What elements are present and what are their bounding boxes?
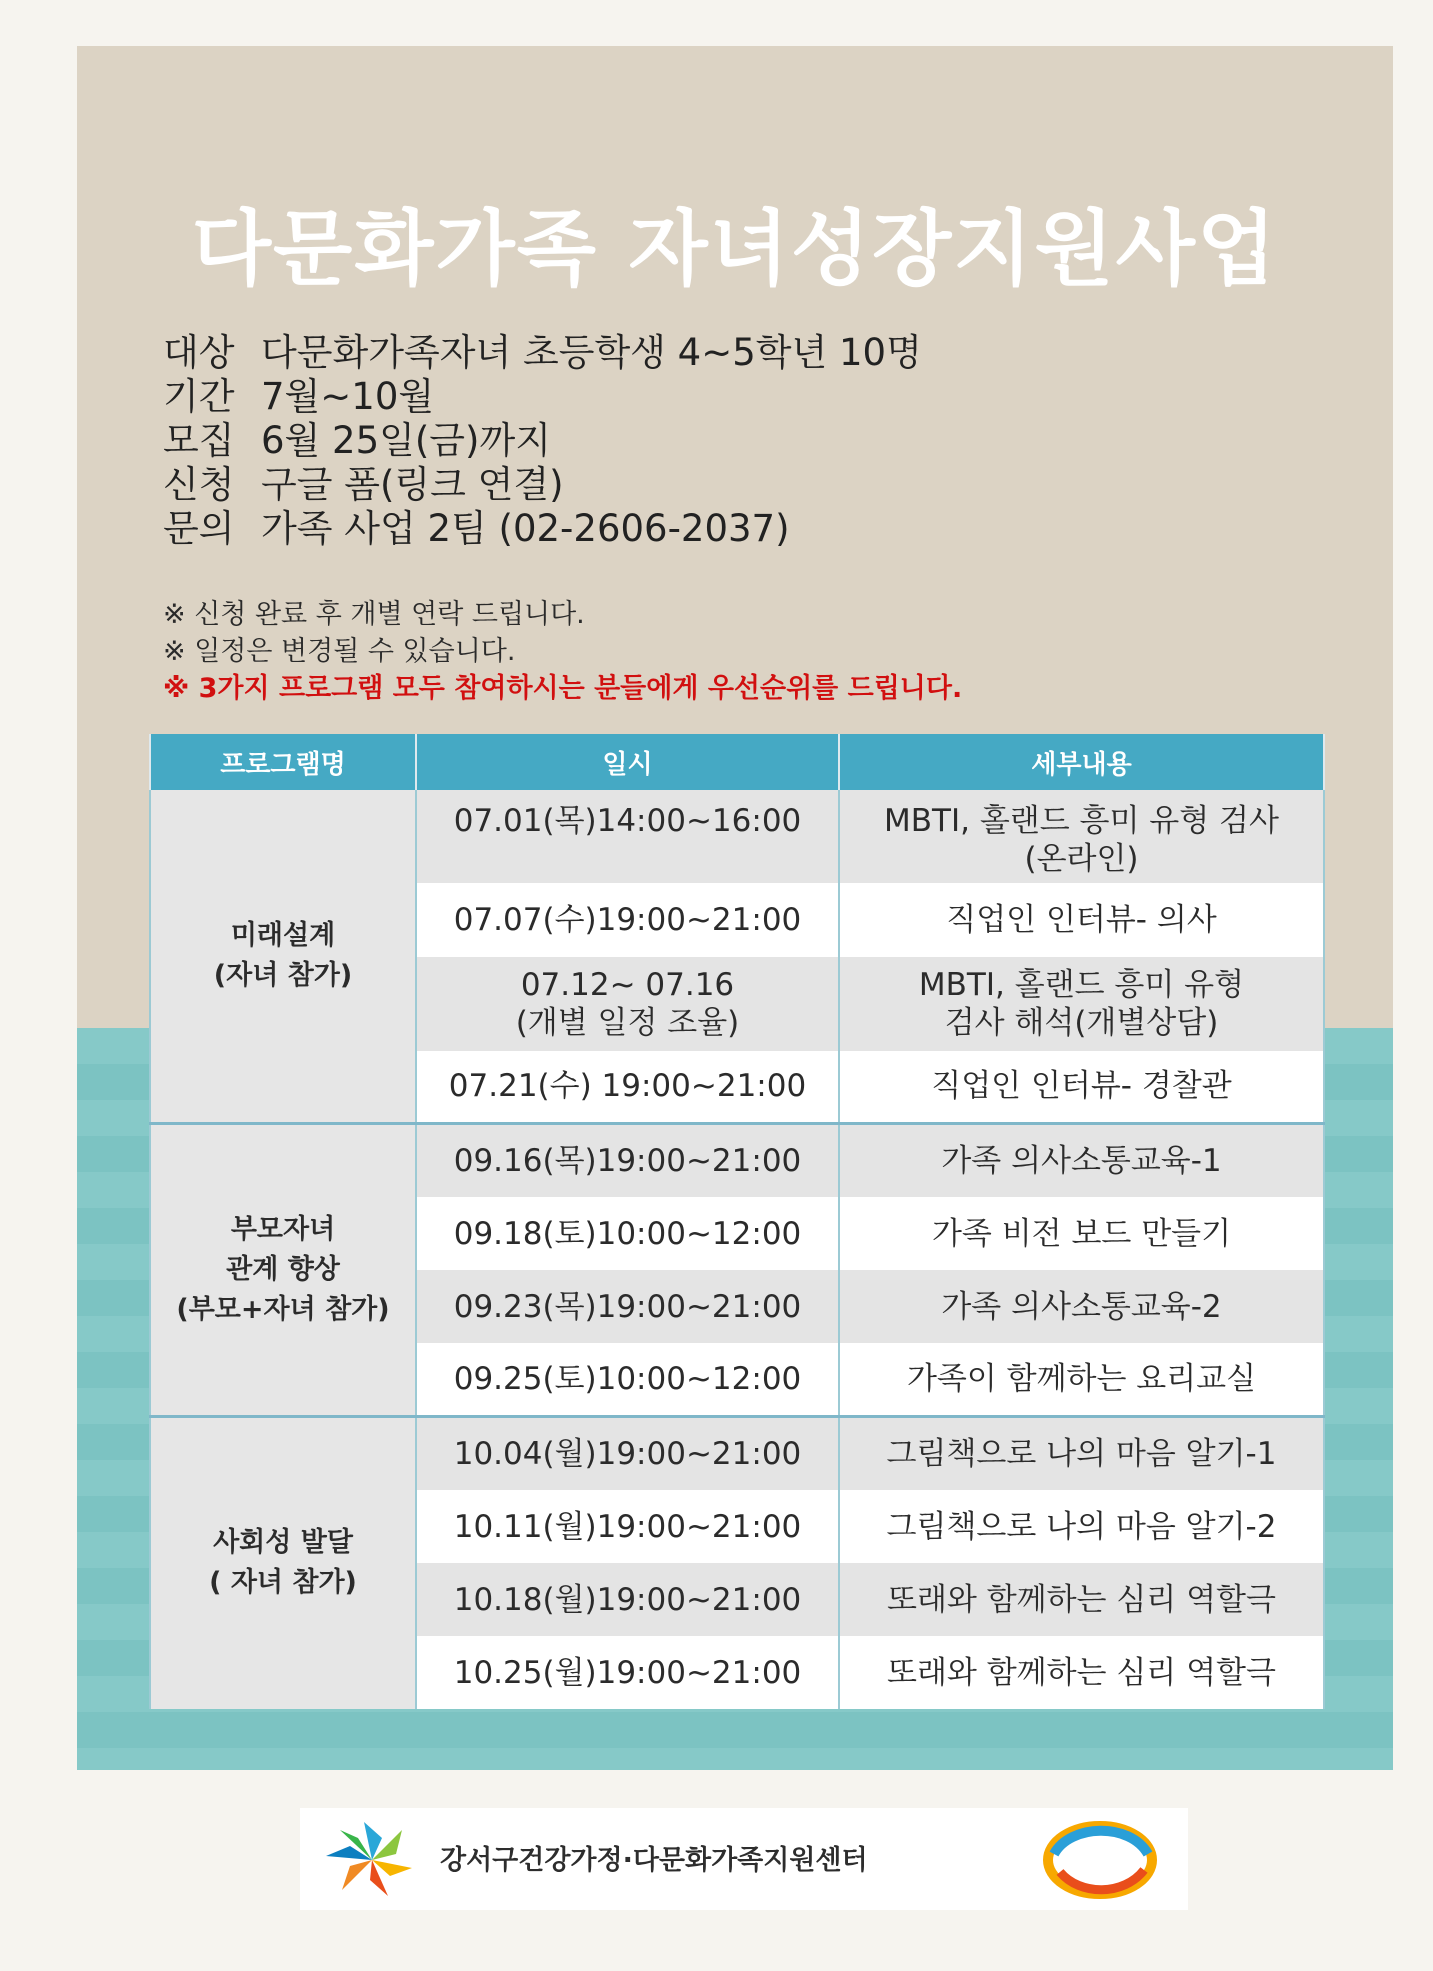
info-row-apply: 신청 구글 폼(링크 연결) bbox=[163, 463, 564, 506]
date-cell: 09.16(목)19:00~21:00 bbox=[416, 1123, 839, 1197]
table-row bbox=[150, 1416, 1324, 1490]
detail-cell: 가족 비전 보드 만들기 bbox=[839, 1197, 1324, 1270]
pinwheel-logo-icon bbox=[310, 1814, 430, 1904]
date-cell: 07.01(목)14:00~16:00 bbox=[416, 790, 839, 883]
info-block bbox=[163, 331, 922, 551]
poster bbox=[77, 46, 1393, 1770]
header-program: 프로그램명 bbox=[150, 734, 416, 790]
detail-cell: MBTI, 홀랜드 흥미 유형 검사 해석(개별상담) bbox=[839, 957, 1324, 1051]
date-cell: 10.04(월)19:00~21:00 bbox=[416, 1416, 839, 1490]
date-cell: 07.21(수) 19:00~21:00 bbox=[416, 1051, 839, 1123]
date-cell: 10.18(월)19:00~21:00 bbox=[416, 1563, 839, 1636]
date-cell: 10.11(월)19:00~21:00 bbox=[416, 1490, 839, 1563]
date-cell: 07.12~ 07.16 (개별 일정 조율) bbox=[416, 957, 839, 1051]
detail-cell: 가족 의사소통교육-1 bbox=[839, 1123, 1324, 1197]
info-row-period: 기간 7월~10월 bbox=[163, 375, 435, 418]
heart-swoosh-logo-icon bbox=[1040, 1814, 1160, 1904]
info-row-recruit: 모집 6월 25일(금)까지 bbox=[163, 419, 551, 462]
detail-cell: 직업인 인터뷰- 경찰관 bbox=[839, 1051, 1324, 1123]
program-name-future: 미래설계 (자녀 참가) bbox=[150, 790, 416, 1123]
detail-cell: 또래와 함께하는 심리 역할극 bbox=[839, 1563, 1324, 1636]
date-cell: 10.25(월)19:00~21:00 bbox=[416, 1636, 839, 1709]
footer-banner bbox=[300, 1808, 1188, 1910]
date-cell: 07.07(수)19:00~21:00 bbox=[416, 883, 839, 957]
note-contact: ※ 신청 완료 후 개별 연락 드립니다. bbox=[163, 599, 585, 630]
notes-block bbox=[163, 596, 962, 707]
info-row-target: 대상 다문화가족자녀 초등학생 4~5학년 10명 bbox=[163, 331, 922, 374]
note-priority: ※ 3가지 프로그램 모두 참여하시는 분들에게 우선순위를 드립니다. bbox=[163, 673, 963, 704]
table-row bbox=[150, 1123, 1324, 1197]
date-cell: 09.18(토)10:00~12:00 bbox=[416, 1197, 839, 1270]
poster-title: 다문화가족 자녀성장지원사업 bbox=[191, 202, 1279, 297]
header-datetime: 일시 bbox=[416, 734, 839, 790]
header-detail: 세부내용 bbox=[839, 734, 1324, 790]
detail-cell: MBTI, 홀랜드 흥미 유형 검사 (온라인) bbox=[839, 790, 1324, 883]
org-name: 강서구건강가정·다문화가족지원센터 bbox=[440, 1845, 868, 1876]
detail-cell: 또래와 함께하는 심리 역할극 bbox=[839, 1636, 1324, 1709]
info-row-contact: 문의 가족 사업 2팀 (02-2606-2037) bbox=[163, 507, 790, 550]
detail-cell: 직업인 인터뷰- 의사 bbox=[839, 883, 1324, 957]
date-cell: 09.25(토)10:00~12:00 bbox=[416, 1343, 839, 1416]
program-name-parent-child: 부모자녀 관계 향상 (부모+자녀 참가) bbox=[150, 1123, 416, 1416]
program-name-social: 사회성 발달 ( 자녀 참가) bbox=[150, 1416, 416, 1709]
detail-cell: 그림책으로 나의 마음 알기-2 bbox=[839, 1490, 1324, 1563]
table-header-row bbox=[150, 734, 1324, 790]
note-schedule-change: ※ 일정은 변경될 수 있습니다. bbox=[163, 636, 516, 667]
detail-cell: 가족이 함께하는 요리교실 bbox=[839, 1343, 1324, 1416]
table-row bbox=[150, 790, 1324, 883]
detail-cell: 가족 의사소통교육-2 bbox=[839, 1270, 1324, 1343]
date-cell: 09.23(목)19:00~21:00 bbox=[416, 1270, 839, 1343]
schedule-table bbox=[149, 734, 1325, 1709]
detail-cell: 그림책으로 나의 마음 알기-1 bbox=[839, 1416, 1324, 1490]
